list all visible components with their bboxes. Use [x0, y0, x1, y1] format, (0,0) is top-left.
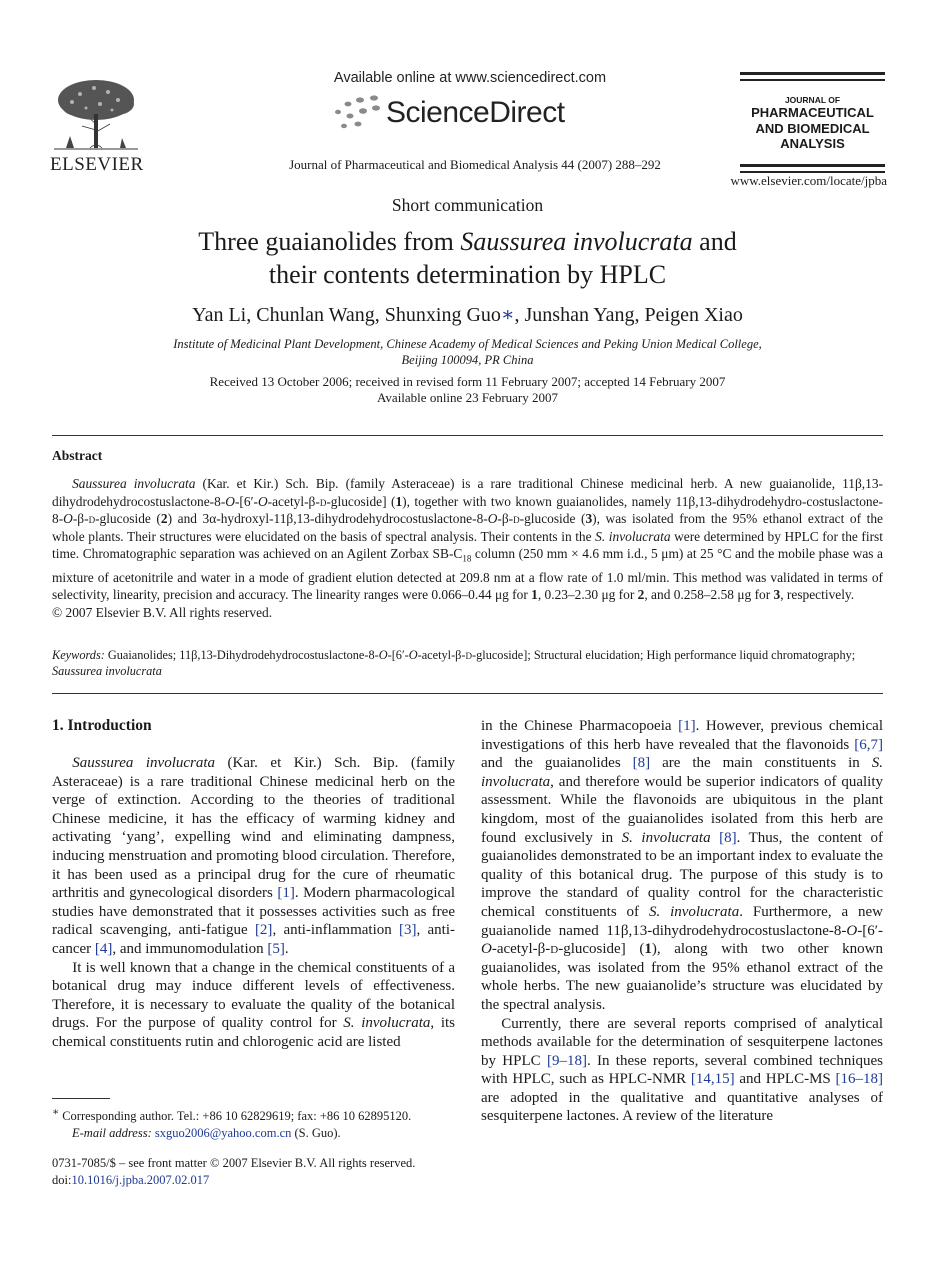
- reference-link[interactable]: [2]: [254, 922, 273, 939]
- journal-name-line: PHARMACEUTICAL: [751, 105, 874, 120]
- elsevier-tree-icon: [50, 74, 142, 152]
- body-paragraph: in the Chinese Pharmacopoeia [1]. However, previous chemical investigations of this herb have revealed that the flavonoids [6,7] and the guaianolides [8] are the main constituents in S. involucrata, and therefore would be superior indicators of quality assessment. While the flavonoids are ubiquitous in the plant kingdom, most of the guaianolides isolated from this herb are found exclusively in S. involucrata [8]. Thus, the content of guaianolides demonstrated to be an important index to evaluate the quality of this botanical drug. The purpose of this study is to improve the standard of quality control for the characteristic chemical constituents of S. involucrata. Furthermore, a new guaianolide named 11β,13-dihydrodehydrocostuslactone-8-O-[6′-O-acetyl-β-d-glucoside] (1), along with two other known guaianolides, was isolated from the 95% ethanol extract of the whole herbs. The new guaianolide’s structure was elucidated by the spectral analysis.: [481, 718, 884, 1013]
- footnote-contact: Corresponding author. Tel.: +86 10 62829619; fax: +86 10 62895120.: [62, 1109, 412, 1124]
- journal-masthead: [740, 72, 885, 177]
- affiliation: [150, 336, 785, 368]
- available-online-text[interactable]: Available online at www.sciencedirect.com: [333, 70, 607, 86]
- authors-text: , Junshan Yang, Peigen Xiao: [514, 304, 743, 326]
- body-paragraph: Currently, there are several reports comprised of analytical methods available for the determination of sesquiterpene lactones by HPLC [9–18]. In these reports, several combined techniques with HPLC, such as HPLC-NMR [14,15] and HPLC-MS [16–18] are adopted in the qualitative and quantitative analyses of sesquiterpene lactones. A review of the literature: [481, 1015, 883, 1125]
- issn-line: 0731-7085/$ – see front matter © 2007 Elsevier B.V. All rights reserved.: [52, 1156, 416, 1170]
- reference-link[interactable]: [5]: [267, 940, 285, 957]
- footnote-corresponding: [52, 1105, 462, 1125]
- doi-label: doi:: [52, 1172, 72, 1187]
- divider: [52, 693, 883, 694]
- keywords-label: Keywords:: [52, 648, 105, 662]
- elsevier-logo: [50, 74, 142, 176]
- email-link[interactable]: sxguo2006@yahoo.com.cn: [154, 1125, 292, 1140]
- front-matter: [52, 1155, 472, 1188]
- article-type: Short communication: [391, 195, 544, 215]
- footnote-rule: [52, 1098, 110, 1099]
- doi-line: [52, 1172, 472, 1189]
- doi-link[interactable]: 10.1016/j.jpba.2007.02.017: [71, 1172, 210, 1187]
- journal-name-line: ANALYSIS: [780, 136, 845, 151]
- journal-citation: Journal of Pharmaceutical and Biomedical Analysis 44 (2007) 288–292: [289, 157, 661, 172]
- journal-name-line: AND BIOMEDICAL: [755, 120, 870, 136]
- sciencedirect-wordmark: ScienceDirect: [386, 96, 565, 129]
- sciencedirect-logo[interactable]: [320, 90, 620, 134]
- reference-link[interactable]: [1]: [678, 718, 696, 734]
- title-species: Saussurea involucrata: [460, 227, 693, 256]
- journal-of-label: JOURNAL OF: [784, 95, 841, 105]
- reference-link[interactable]: [3]: [399, 922, 417, 939]
- reference-link[interactable]: [14,15]: [690, 1071, 735, 1088]
- body-column-left: [52, 754, 455, 1052]
- footnote-marker: ∗: [52, 1107, 60, 1118]
- title-text: their contents determination by HPLC: [268, 260, 667, 289]
- reference-link[interactable]: [16–18]: [835, 1071, 883, 1088]
- author-list: [100, 302, 835, 327]
- authors-text: Yan Li, Chunlan Wang, Shunxing Guo: [192, 304, 501, 326]
- journal-name: [740, 105, 885, 152]
- email-label: E-mail address:: [72, 1125, 152, 1140]
- sciencedirect-dots-icon: [330, 94, 390, 132]
- body-paragraph: It is well known that a change in the chemical constituents of a botanical drug may induce different levels of effectiveness. Therefore, it is necessary to evaluate the quality of the botanical drugs. For the purpose of quality control for S. involucrata, its chemical constituents rutin and chlorogenic acid are listed: [52, 959, 455, 1050]
- affiliation-line: Institute of Medicinal Plant Development, Chinese Academy of Medical Sciences and Peking Union Medical College,: [173, 337, 762, 351]
- received-dates: Received 13 October 2006; received in revised form 11 February 2007; accepted 14 February 2007: [209, 374, 726, 389]
- divider: [52, 435, 883, 436]
- masthead-rule: [740, 164, 885, 167]
- article-history: [150, 374, 785, 406]
- abstract-copyright: © 2007 Elsevier B.V. All rights reserved.: [52, 604, 273, 620]
- abstract-paragraph: Saussurea involucrata (Kar. et Kir.) Sch. Bip. (family Asteraceae) is a rare traditional Chinese medicinal herb. A new guaianolide, 11β,13-dihydrodehydrocostuslactone-8-O-[6′-O-acetyl-β-d-glucoside] (1), together with two known guaianolides, namely 11β,13-dihydrodehydro-costuslactone-8-O-β-d-glucoside (2) and 3α-hydroxyl-11β,13-dihydrodehydrocostuslactone-8-O-β-d-glucoside (3), was isolated from the 95% ethanol extract of the whole plants. Their structures were elucidated on the basis of spectral analysis. Their contents in the S. involucrata were determined by HPLC for the first time. Chromatographic separation was achieved on an Agilent Zorbax $SB-C_{18}$ column (250 mm × 4.6 mm i.d., 5 μm) at 25 °C and the mobile phase was a mixture of acetonitrile and water in a mode of gradient elution detected at 209.8 nm at a flow rate of 1.0 ml/min. This method was validated in terms of selectivity, linearity, precision and accuracy. The linearity ranges were 0.066–0.44 μg for 1, 0.23–2.30 μg for 2, and 0.258–2.58 μg for 3, respectively.: [52, 476, 883, 603]
- available-date: Available online 23 February 2007: [377, 390, 558, 405]
- section-heading-introduction: 1. Introduction: [52, 717, 152, 734]
- body-column-right: [481, 717, 883, 1126]
- title-text: and: [692, 227, 737, 256]
- masthead-rule: [740, 72, 885, 75]
- corresponding-author-marker[interactable]: ∗: [500, 304, 515, 326]
- publisher-name: ELSEVIER: [50, 154, 144, 175]
- reference-link[interactable]: [8]: [719, 829, 737, 846]
- keywords: Keywords: Guaianolides; 11β,13-Dihydrodehydrocostuslactone-8-O-[6′-O-acetyl-β-d-glucoside]; Structural elucidation; High performance liquid chromatography; Saussurea involucrata: [52, 648, 856, 678]
- abstract-heading: Abstract: [52, 448, 103, 463]
- masthead-rule: [740, 79, 885, 81]
- footnote-email-line: [52, 1125, 462, 1142]
- affiliation-line: Beijing 100094, PR China: [401, 353, 534, 367]
- title-text: Three guaianolides from: [198, 227, 461, 256]
- reference-link[interactable]: [4]: [94, 940, 113, 957]
- reference-link[interactable]: [9–18]: [546, 1052, 587, 1069]
- footnote: [52, 1105, 462, 1141]
- journal-url-link[interactable]: www.elsevier.com/locate/jpba: [730, 173, 887, 188]
- body-paragraph: Saussurea involucrata (Kar. et Kir.) Sch. Bip. (family Asteraceae) is a rare traditional Chinese medicinal herb on the verge of extinction. According to the theories of traditional Chinese medicine, it has the efficacy of warming kidney and activating ‘yang’, expelling wind and eliminating dampness, inducing menstruation and promoting blood circulation. Therefore, it has been used as a principal drug for the cure of rheumatic arthritis and gynecological disorders [1]. Modern pharmacological studies have demonstrated that it possesses activities such as free radical scavenging, anti-fatigue [2], anti-inflammation [3], anti-cancer [4], and immunomodulation [5].: [52, 755, 455, 957]
- email-suffix: (S. Guo).: [291, 1125, 341, 1140]
- reference-link[interactable]: [1]: [277, 885, 295, 902]
- article-title: [130, 225, 805, 291]
- reference-link[interactable]: [8]: [632, 755, 651, 772]
- abstract-body: [52, 475, 883, 621]
- reference-link[interactable]: [6,7]: [854, 736, 883, 753]
